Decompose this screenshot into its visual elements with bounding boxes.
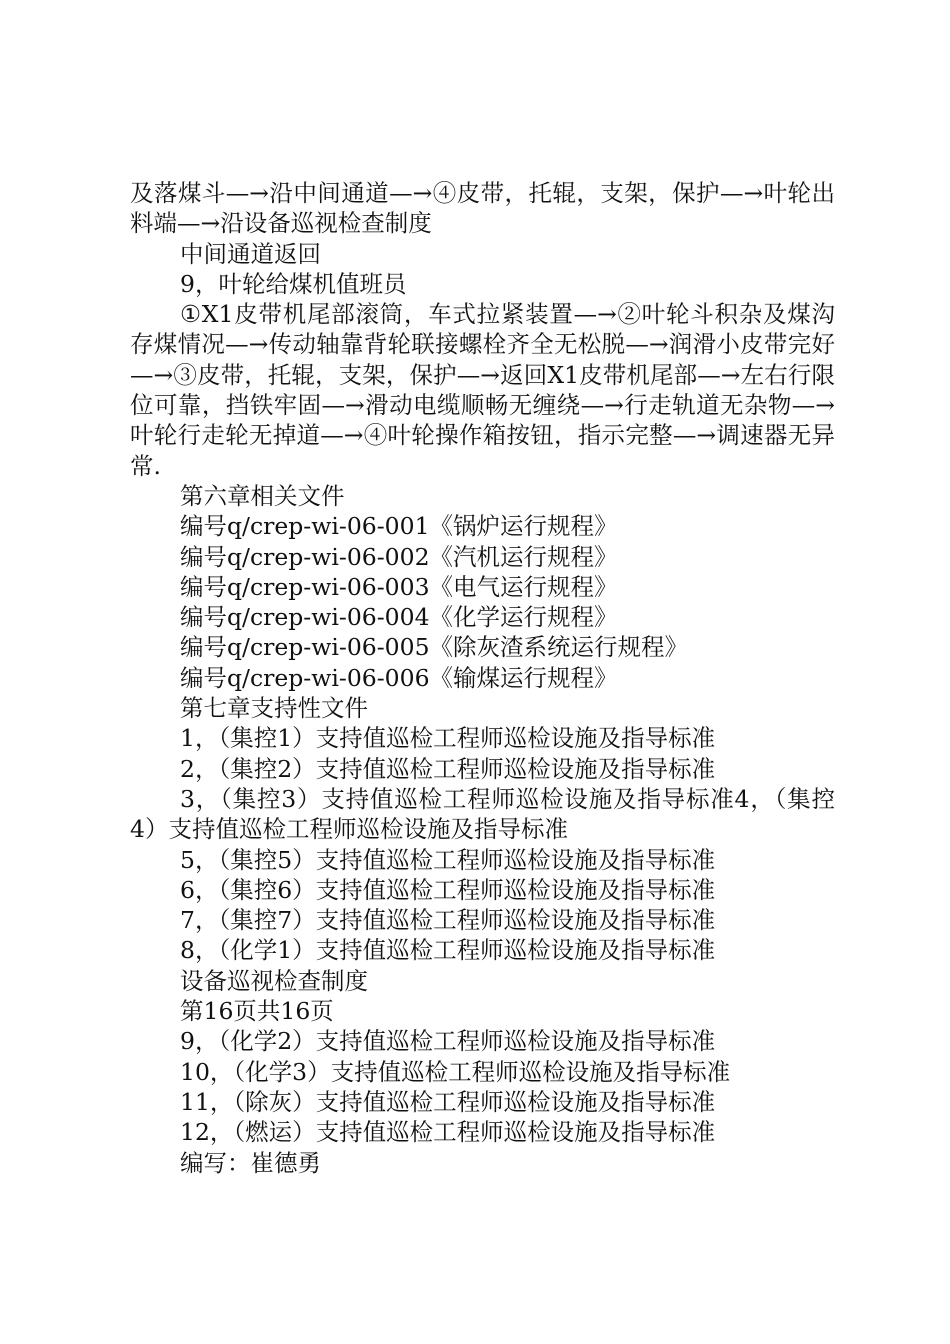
- document-body: [130, 178, 835, 1178]
- paragraph-impeller-feeder-route: ①X1皮带机尾部滚筒，车式拉紧装置—→②叶轮斗积杂及煤沟存煤情况—→传动轴靠背轮联接螺栓齐全无松脱—→润滑小皮带完好—→③皮带，托辊，支架，保护—→返回X1皮带机尾部—→左右行限位可靠，挡铁牢固—→滑动电缆顺畅无缠绕—→行走轨道无杂物—→叶轮行走轮无掉道—→④叶轮操作箱按钮，指示完整—→调速器无异常.: [130, 300, 835, 480]
- related-doc-004: 编号q/crep-wi-06-004《化学运行规程》: [180, 603, 618, 632]
- support-doc-5: 5，（集控5）支持值巡检工程师巡检设施及指导标准: [180, 845, 716, 874]
- support-doc-8: 8，（化学1）支持值巡检工程师巡检设施及指导标准: [180, 936, 716, 965]
- paragraph-section-heading-9: 9，叶轮给煤机值班员: [180, 269, 407, 298]
- support-doc-6: 6，（集控6）支持值巡检工程师巡检设施及指导标准: [180, 875, 716, 904]
- support-doc-1: 1，（集控1）支持值巡检工程师巡检设施及指导标准: [180, 724, 716, 753]
- author-line: 编写：崔德勇: [180, 1148, 321, 1177]
- support-doc-11: 11，（除灰）支持值巡检工程师巡检设施及指导标准: [180, 1087, 716, 1116]
- related-doc-005: 编号q/crep-wi-06-005《除灰渣系统运行规程》: [180, 633, 689, 662]
- related-doc-006: 编号q/crep-wi-06-006《输煤运行规程》: [180, 663, 618, 692]
- support-doc-2: 2，（集控2）支持值巡检工程师巡检设施及指导标准: [180, 754, 716, 783]
- chapter-six-heading: 第六章相关文件: [180, 481, 345, 510]
- support-doc-10: 10，（化学3）支持值巡检工程师巡检设施及指导标准: [180, 1057, 731, 1086]
- running-header-title: 设备巡视检查制度: [180, 966, 368, 995]
- related-doc-002: 编号q/crep-wi-06-002《汽机运行规程》: [180, 542, 618, 571]
- related-doc-003: 编号q/crep-wi-06-003《电气运行规程》: [180, 572, 618, 601]
- page-number: 第16页共16页: [180, 997, 334, 1026]
- chapter-seven-heading: 第七章支持性文件: [180, 694, 368, 723]
- support-doc-12: 12，（燃运）支持值巡检工程师巡检设施及指导标准: [180, 1118, 716, 1147]
- support-doc-3-4: 3，（集控3）支持值巡检工程师巡检设施及指导标准4，（集控4）支持值巡检工程师巡检设施及指导标准: [130, 784, 835, 844]
- paragraph-middle-channel-return: 中间通道返回: [180, 239, 321, 268]
- support-doc-9: 9，（化学2）支持值巡检工程师巡检设施及指导标准: [180, 1027, 716, 1056]
- support-doc-7: 7，（集控7）支持值巡检工程师巡检设施及指导标准: [180, 906, 716, 935]
- related-doc-001: 编号q/crep-wi-06-001《锅炉运行规程》: [180, 512, 618, 541]
- paragraph-inspection-route-continued: 及落煤斗—→沿中间通道—→④皮带，托辊，支架，保护—→叶轮出料端—→沿设备巡视检查制度: [130, 179, 835, 238]
